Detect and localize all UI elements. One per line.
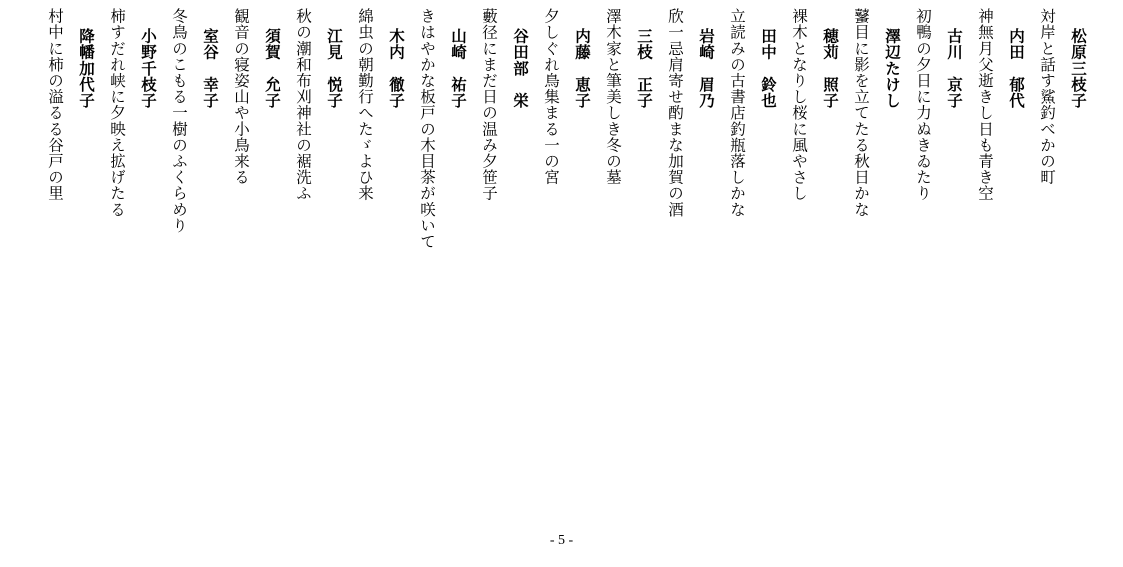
haiku-text: 冬鳥のこもる一樹のふくらめり [170,8,188,234]
haiku-text: 澤木家と筆美しき冬の墓 [604,8,622,186]
haiku-text: 村中に柿の溢るる谷戸の里 [46,8,64,202]
author-name: 谷田部 栄 [511,28,529,109]
author-name: 降幡加代子 [77,28,95,109]
haiku-text: 綿虫の朝勤行へたゞよひ来 [356,8,374,202]
author-name: 内田 郁代 [1007,28,1025,109]
haiku-text: 裸木となりし桜に風やさし [790,8,808,202]
author-name: 山崎 祐子 [449,28,467,109]
author-name: 江見 悦子 [325,28,343,109]
haiku-entry [845,8,907,217]
author-name: 澤辺たけし [883,28,901,109]
haiku-entry [659,8,721,217]
author-name: 田中 鈴也 [759,28,777,109]
haiku-text: 秋の潮和布刈神社の裾洗ふ [294,8,312,202]
author-name: 室谷 幸子 [201,28,219,109]
haiku-text: きはやかな板戸の木目茶が咲いて [418,8,436,250]
haiku-entry [101,8,163,217]
haiku-entry [349,8,411,201]
haiku-text: 対岸と話す鯊釣べかの町 [1038,8,1056,186]
author-name: 三枝 正子 [635,28,653,109]
author-name: 松原三枝子 [1069,28,1087,109]
author-name: 小野千枝子 [139,28,157,109]
haiku-text: 藪径にまだ日の温み夕笹子 [480,8,498,202]
haiku-text: 神無月父逝きし日も青き空 [976,8,994,202]
author-name: 岩崎 眉乃 [697,28,715,109]
haiku-entry [473,8,535,201]
author-name: 古川 京子 [945,28,963,109]
haiku-entry [597,8,659,185]
haiku-text: 柿すだれ峡に夕映え拡げたる [108,8,126,218]
author-name: 須賀 允子 [263,28,281,109]
author-name: 木内 徹子 [387,28,405,109]
haiku-text: 鼜目に影を立てたる秋日かな [852,8,870,218]
haiku-entry [287,8,349,201]
haiku-entry [535,8,597,185]
haiku-entry [783,8,845,201]
haiku-entry [969,8,1031,201]
haiku-text: 観音の寝姿山や小鳥来る [232,8,250,186]
haiku-entry [721,8,783,217]
author-name: 穂苅 照子 [821,28,839,109]
author-name: 内藤 恵子 [573,28,591,109]
haiku-entry [1031,8,1093,185]
haiku-text: 欣一忌肩寄せ酌まな加賀の酒 [666,8,684,218]
haiku-text: 夕しぐれ鳥集まる一の宮 [542,8,560,186]
haiku-columns [39,8,1093,508]
page-number: - 5 - [549,533,574,548]
haiku-entry [907,8,969,201]
haiku-text: 立読みの古書店釣瓶落しかな [728,8,746,218]
haiku-entry [225,8,287,185]
haiku-entry [163,8,225,233]
haiku-entry [411,8,473,250]
haiku-entry [39,8,101,201]
haiku-text: 初鴨の夕日に力ぬきゐたり [914,8,932,202]
